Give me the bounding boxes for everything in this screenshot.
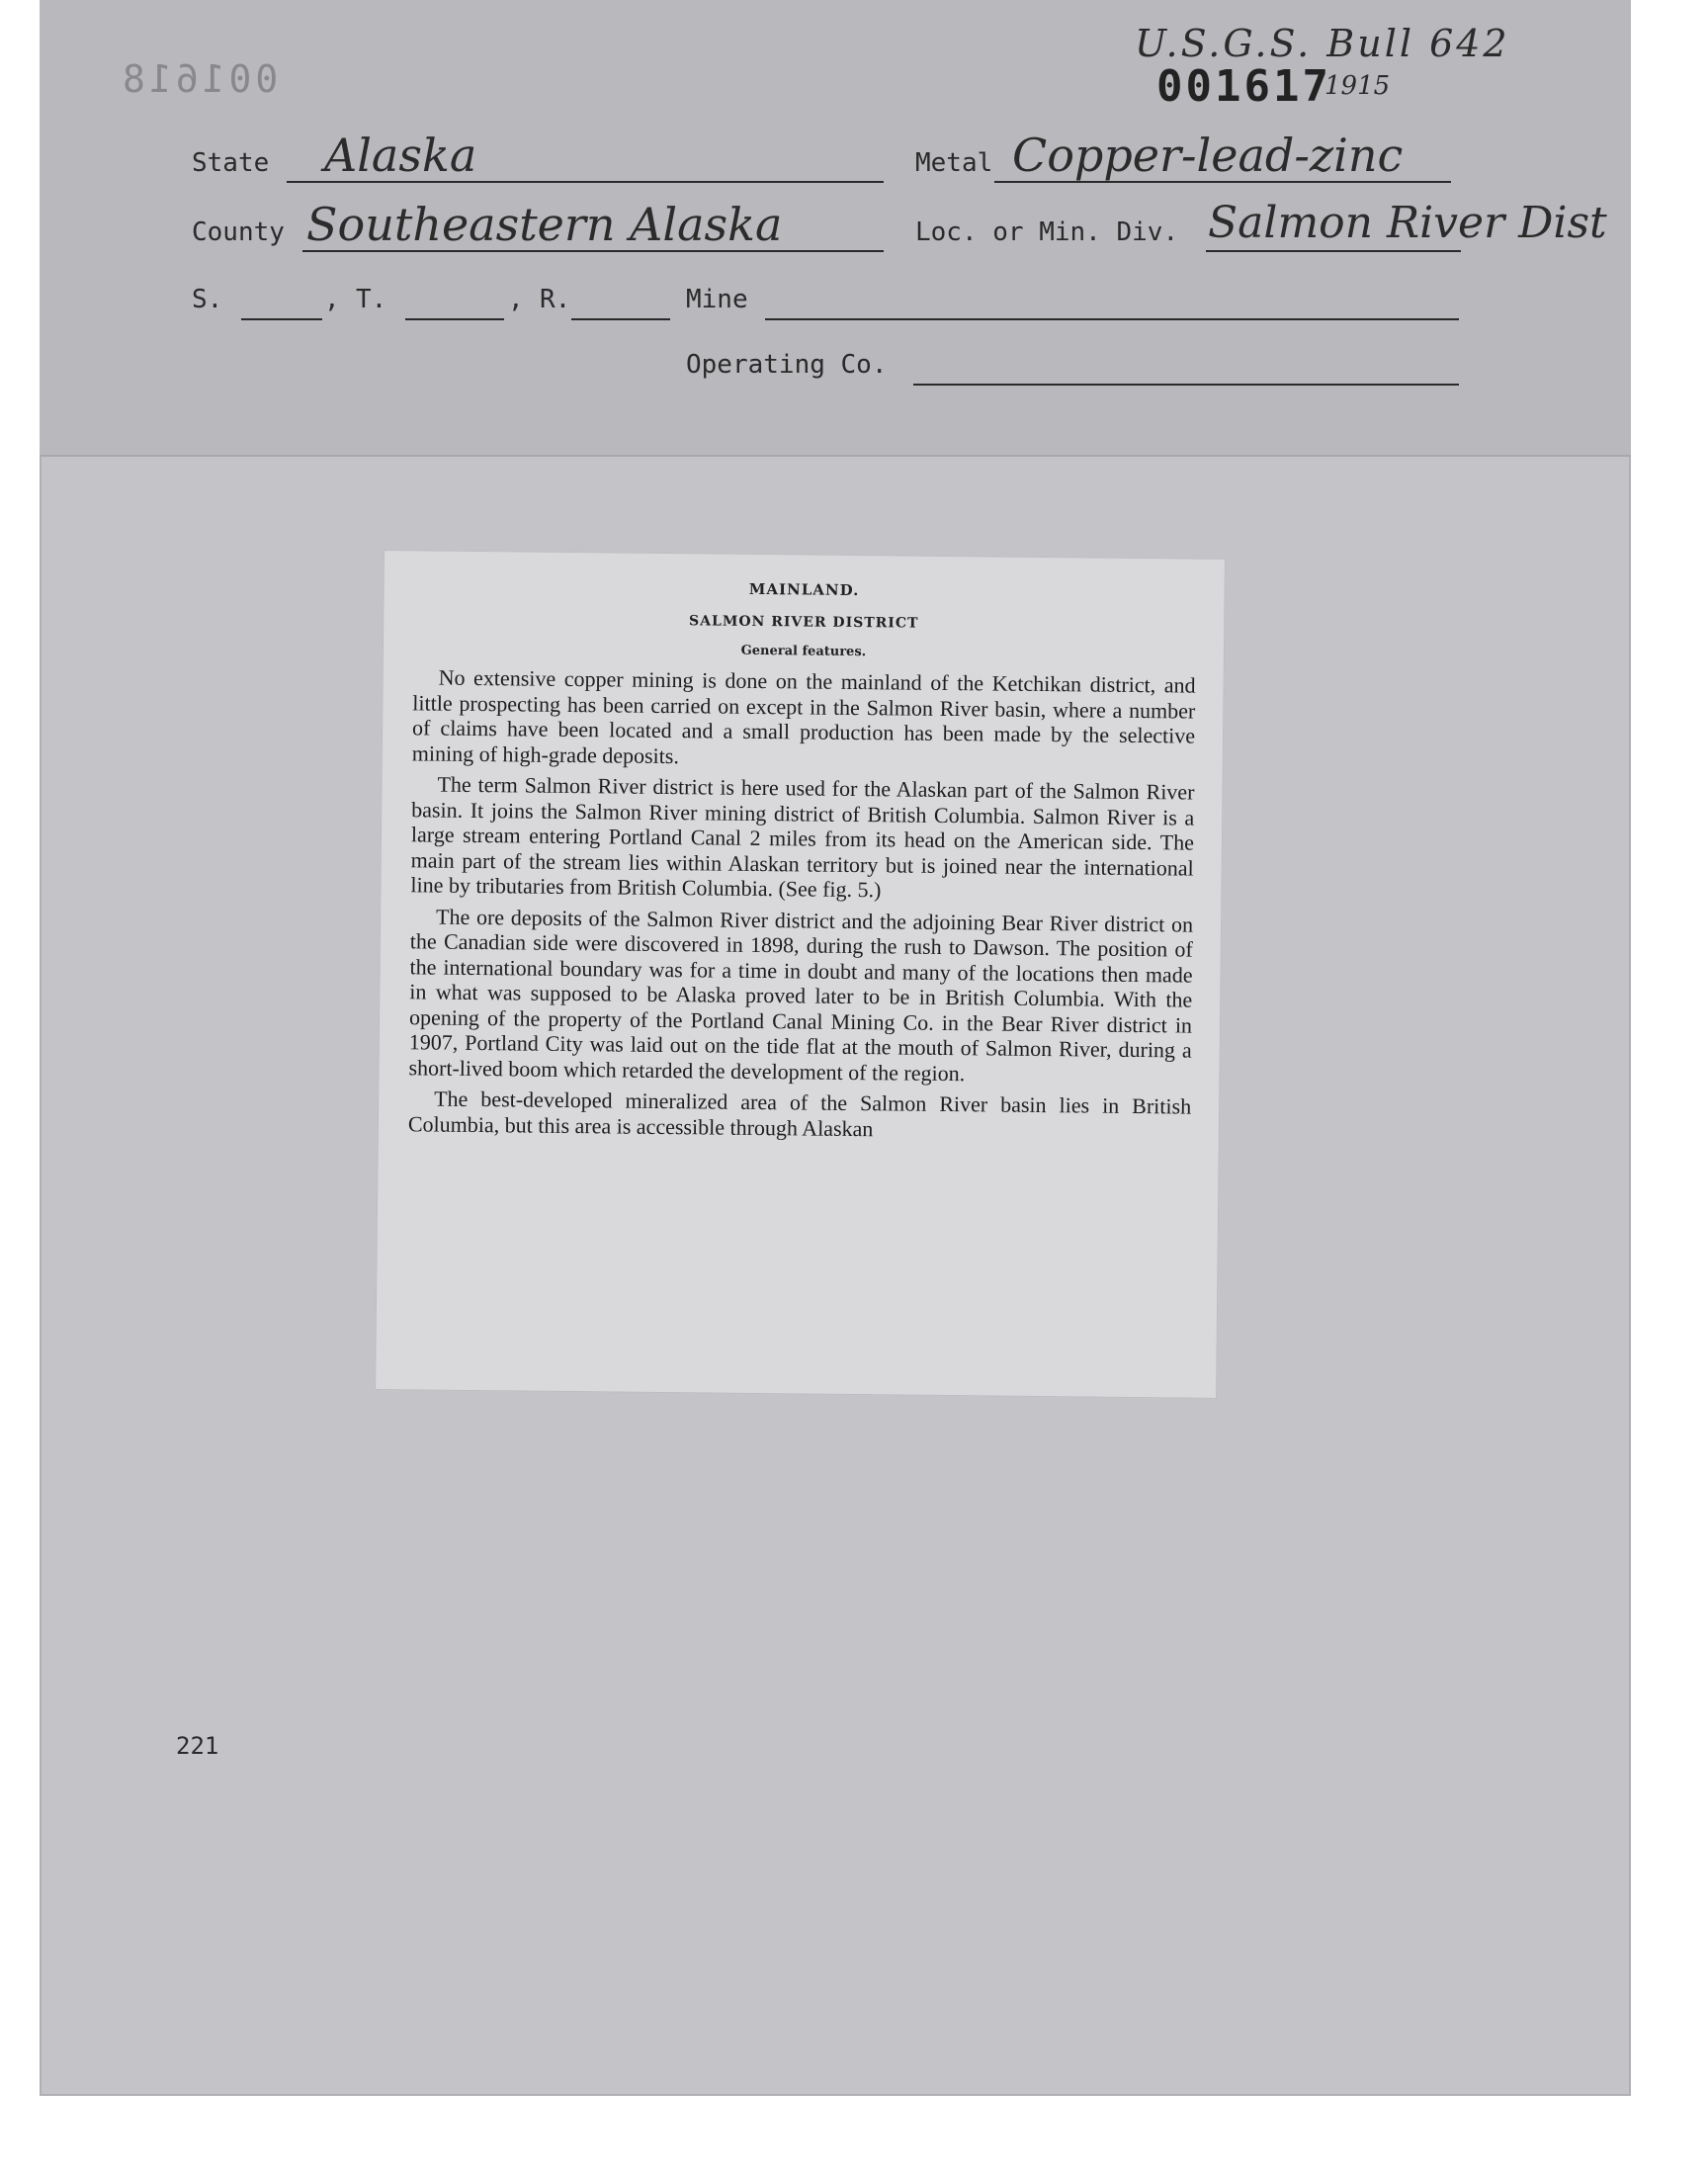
county-value: Southeastern Alaska <box>306 198 783 251</box>
county-label: County <box>192 218 285 247</box>
range-underline <box>571 318 670 320</box>
mine-underline <box>765 318 1459 320</box>
range-label: R. <box>540 285 571 314</box>
clipping-body <box>379 654 1224 1145</box>
handwritten-year: 1915 <box>1324 71 1391 101</box>
township-label: T. <box>356 285 387 314</box>
section-underline <box>241 318 322 320</box>
operating-co-underline <box>913 384 1459 386</box>
bleed-through-number: 001618 <box>119 57 279 101</box>
clipping-paragraph: The best-developed mineralized area of the Salmon River basin lies in British Columbia, but this area is accessible through Alaskan <box>407 1086 1192 1141</box>
metal-value: Copper-lead-zinc <box>1012 129 1404 182</box>
operating-co-label: Operating Co. <box>686 350 888 380</box>
clipping-heading: MAINLAND. <box>748 579 860 600</box>
file-number: 001617 <box>1156 61 1331 112</box>
loc-underline <box>1206 250 1461 252</box>
newspaper-clipping <box>375 550 1226 1399</box>
state-label: State <box>192 148 270 178</box>
township-underline <box>405 318 504 320</box>
clipping-paragraph: The ore deposits of the Salmon River district and the adjoining Bear River district on the Canadian side were discovered in 1898, during the rush to Dawson. The position of the international boundary was for a time in doubt and many of the locations then made in what was supposed to be Alaska proved later to be in British Columbia. With the opening of the property of the Portland Canal Mining Co. in the Bear River district in 1907, Portland City was laid out on the tide flat at the mouth of Salmon River, during a short-lived boom which retarded the development of the region. <box>408 904 1194 1086</box>
clipping-subheading: SALMON RIVER DISTRICT <box>688 613 919 632</box>
clipping-section-title: General features. <box>740 643 867 660</box>
metal-label: Metal <box>915 148 993 178</box>
handwritten-reference: U.S.G.S. Bull 642 <box>1135 22 1510 65</box>
state-value: Alaska <box>324 129 477 182</box>
mine-label: Mine <box>686 285 748 314</box>
page-number: 221 <box>176 1732 219 1760</box>
clipping-paragraph: The term Salmon River district is here used for the Alaskan part of the Salmon River basin. It joins the Salmon River mining district of British Columbia. Salmon River is a large stream entering Portland Canal 2 miles from its head on the American side. The main part of the stream lies within Alaskan territory but is joined near the international line by tributaries from British Columbia. (See fig. 5.) <box>410 771 1195 903</box>
section-label: S. <box>192 285 223 314</box>
clipping-paragraph: No extensive copper mining is done on the mainland of the Ketchikan district, and little prospecting has been carried on except in the Salmon River basin, where a number of claims have been located and a small production has been made by the selective mining of high-grade deposits. <box>411 664 1196 768</box>
loc-label: Loc. or Min. Div. <box>915 218 1179 247</box>
loc-value: Salmon River Dist <box>1208 198 1607 248</box>
